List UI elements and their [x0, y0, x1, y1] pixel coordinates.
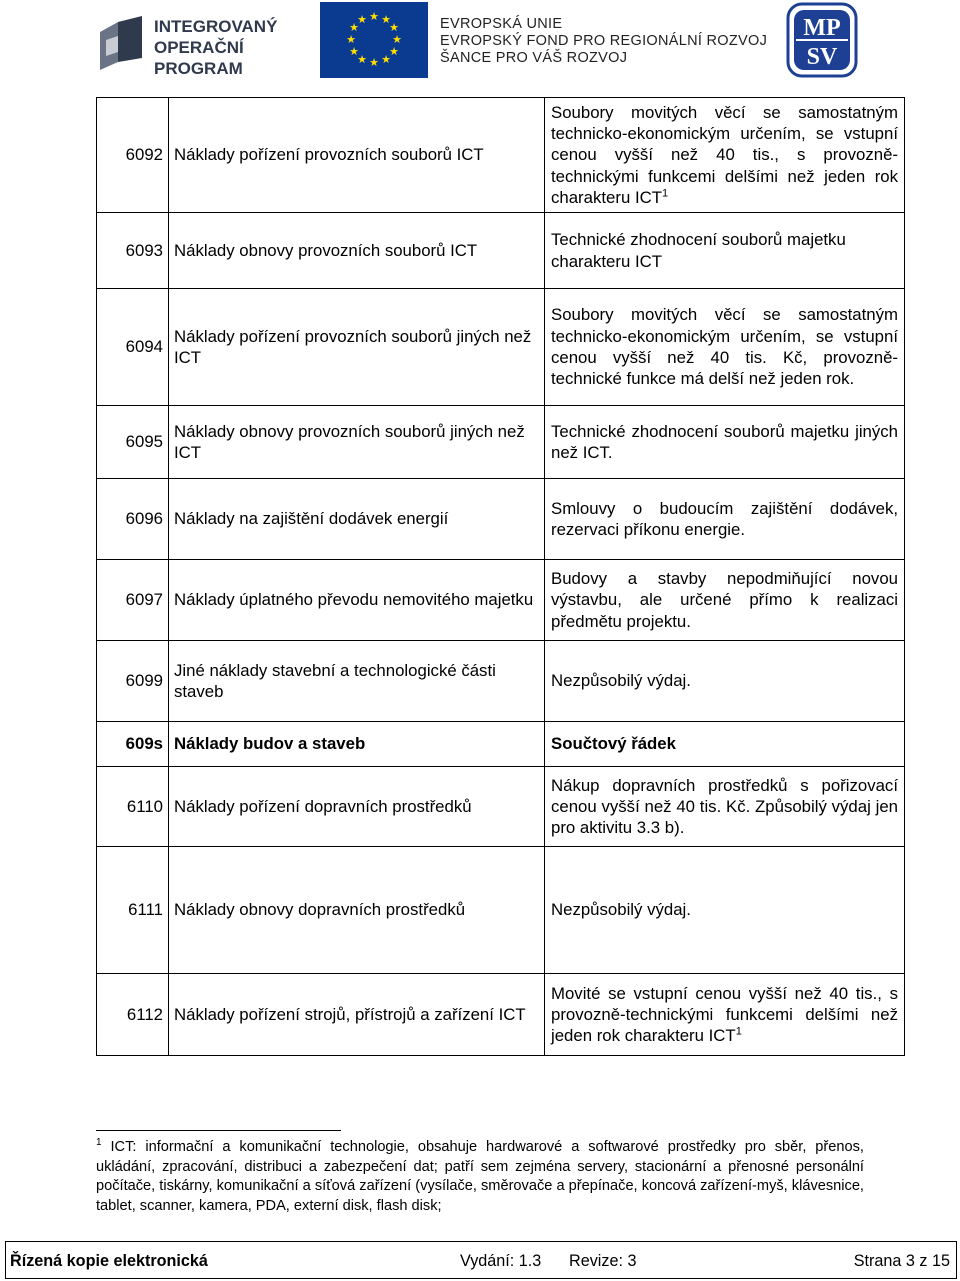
footnote-ref: 1 — [661, 187, 669, 200]
row-desc: Soubory movitých věcí se samostatným technicko-ekonomickým určením, se vstupní cenou vyšší než 40 tis., s provozně-technickými funkcemi delšími než jeden rok charakteru ICT — [551, 102, 898, 207]
row-code: 609s — [97, 722, 169, 767]
svg-text:★: ★ — [349, 21, 359, 34]
table-row — [97, 213, 905, 289]
row-name: Náklady pořízení provozních souborů ICT — [169, 98, 545, 213]
svg-text:★: ★ — [346, 33, 356, 46]
svg-text:★: ★ — [381, 53, 391, 66]
row-code: 6094 — [97, 289, 169, 406]
svg-text:★: ★ — [357, 13, 367, 26]
iop-line3: PROGRAM — [154, 59, 243, 76]
row-desc: Nezpůsobilý výdaj. — [545, 847, 905, 974]
row-desc: Nákup dopravních prostředků s pořizovací cenou vyšší než 40 tis. Kč. Způsobilý výdaj jen pro aktivitu 3.3 b). — [545, 767, 905, 847]
iop-logo — [96, 12, 296, 76]
row-code: 6110 — [97, 767, 169, 847]
row-desc: Technické zhodnocení souborů majetku jiných než ICT. — [545, 406, 905, 479]
eu-text-block — [440, 16, 767, 67]
table-row — [97, 641, 905, 722]
row-name: Náklady pořízení dopravních prostředků — [169, 767, 545, 847]
row-name: Náklady úplatného převodu nemovitého majetku — [169, 560, 545, 641]
row-name: Jiné náklady stavební a technologické části staveb — [169, 641, 545, 722]
footnote-text: ICT: informační a komunikační technologie, obsahuje hardwarové a softwarové prostředky pro sběr, přenos, ukládání, zpracování, distribuci a zabezpečení dat; patří sem zejména servery, stacionární a přenosné personální počítače, tiskárny, komunikační a síťová zařízení (vysílače, směrovače a přepínače, koncová zařízení-myš, klávesnice, tablet, scanner, kamera, PDA, externí disk, flash disk; — [96, 1139, 864, 1214]
row-name: Náklady obnovy provozních souborů jiných než ICT — [169, 406, 545, 479]
table-row — [97, 479, 905, 560]
row-code: 6092 — [97, 98, 169, 213]
page-footer — [5, 1241, 957, 1279]
row-desc: Budovy a stavby nepodmiňující novou výstavbu, ale určené přímo k realizaci předmětu projektu. — [545, 560, 905, 641]
row-code: 6097 — [97, 560, 169, 641]
table-row — [97, 289, 905, 406]
row-desc: Technické zhodnocení souborů majetku charakteru ICT — [545, 213, 905, 289]
footer-revision: Revize: 3 — [569, 1252, 637, 1270]
svg-text:★: ★ — [381, 13, 391, 26]
row-code: 6111 — [97, 847, 169, 974]
footnote-marker: 1 — [96, 1137, 102, 1149]
row-name: Náklady obnovy provozních souborů ICT — [169, 213, 545, 289]
page-header — [0, 0, 960, 84]
iop-line2: OPERAČNÍ — [154, 38, 244, 57]
svg-text:★: ★ — [389, 45, 399, 58]
row-desc: Soubory movitých věcí se samostatným technicko-ekonomickým určením, se vstupní cenou vyšší než 40 tis. Kč, provozně-technické funkce má delší než jeden rok. — [545, 289, 905, 406]
row-code: 6093 — [97, 213, 169, 289]
table-row — [97, 406, 905, 479]
table-row — [97, 722, 905, 767]
eu-line2: EVROPSKÝ FOND PRO REGIONÁLNÍ ROZVOJ — [440, 33, 768, 49]
row-desc-cell — [545, 98, 905, 213]
row-code: 6096 — [97, 479, 169, 560]
svg-text:★: ★ — [369, 10, 379, 23]
footer-version: Vydání: 1.3 — [460, 1252, 542, 1270]
row-desc: Smlouvy o budoucím zajištění dodávek, rezervaci příkonu energie. — [545, 479, 905, 560]
table-row — [97, 98, 905, 213]
svg-text:★: ★ — [392, 33, 402, 46]
table-row — [97, 847, 905, 974]
row-desc: Movité se vstupní cenou vyšší než 40 tis., s provozně-technickými funkcemi delšími než jeden rok charakteru ICT — [551, 983, 898, 1046]
footer-copy-label: Řízená kopie elektronická — [10, 1252, 208, 1270]
row-desc-cell — [545, 974, 905, 1056]
row-code: 6095 — [97, 406, 169, 479]
eu-line1: EVROPSKÁ UNIE — [440, 16, 563, 32]
svg-text:★: ★ — [389, 21, 399, 34]
mpsv-top: MP — [803, 15, 841, 41]
row-code: 6099 — [97, 641, 169, 722]
row-desc: Součtový řádek — [545, 722, 905, 767]
mpsv-bottom: SV — [806, 44, 838, 70]
mpsv-logo — [786, 2, 858, 78]
row-code: 6112 — [97, 974, 169, 1056]
svg-text:★: ★ — [369, 56, 379, 69]
row-name: Náklady na zajištění dodávek energií — [169, 479, 545, 560]
row-name: Náklady obnovy dopravních prostředků — [169, 847, 545, 974]
svg-text:★: ★ — [357, 53, 367, 66]
row-desc: Nezpůsobilý výdaj. — [545, 641, 905, 722]
eu-line3: ŠANCE PRO VÁŠ ROZVOJ — [440, 50, 628, 66]
row-name: Náklady pořízení strojů, přístrojů a zařízení ICT — [169, 974, 545, 1056]
svg-text:★: ★ — [349, 45, 359, 58]
footnote-separator — [96, 1130, 341, 1131]
footer-page-number: Strana 3 z 15 — [853, 1252, 950, 1270]
footnote-ref: 1 — [735, 1025, 742, 1038]
footnote — [96, 1138, 864, 1216]
row-name: Náklady budov a staveb — [169, 722, 545, 767]
table-row — [97, 560, 905, 641]
table-row — [97, 767, 905, 847]
row-name: Náklady pořízení provozních souborů jiných než ICT — [169, 289, 545, 406]
eu-flag-icon — [320, 2, 428, 78]
table-row — [97, 974, 905, 1056]
cost-items-table — [96, 97, 905, 1056]
iop-line1: INTEGROVANÝ — [154, 17, 278, 36]
